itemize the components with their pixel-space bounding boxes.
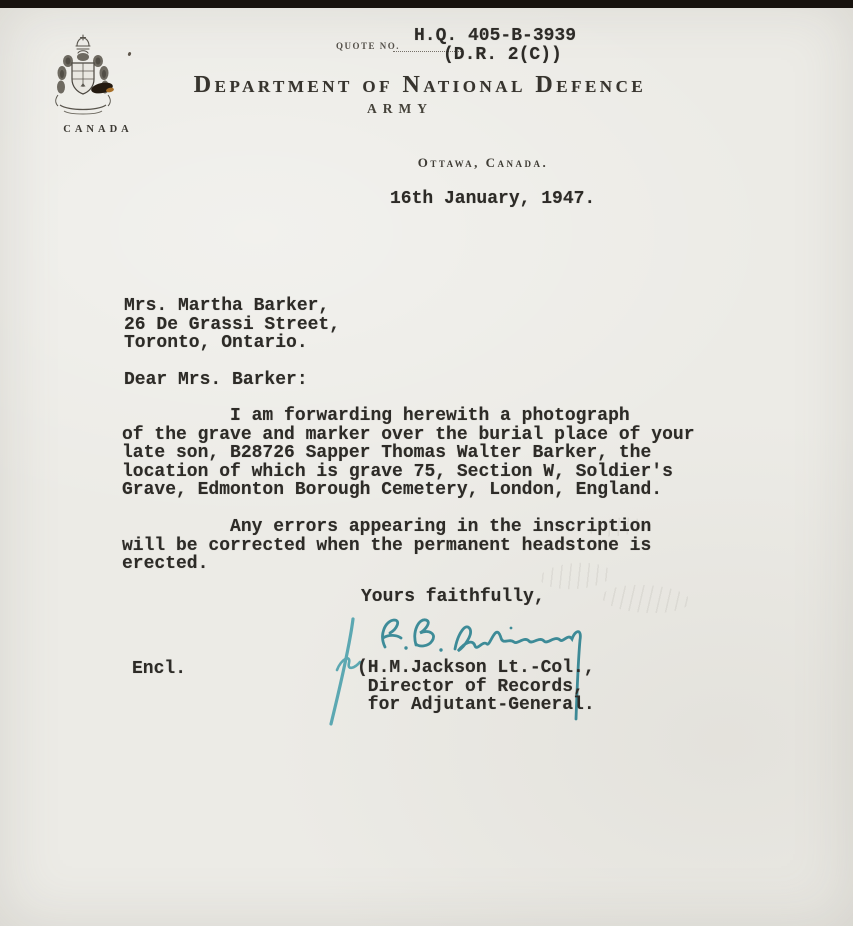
body-line: Any errors appearing in the inscription bbox=[122, 517, 652, 537]
quote-number-label: QUOTE NO. bbox=[336, 41, 401, 51]
recipient-line: 26 De Grassi Street, bbox=[124, 314, 341, 335]
file-number: H.Q. 405-B-3939 bbox=[414, 26, 577, 46]
signatory-line: Director of Records, bbox=[357, 676, 584, 697]
body-line: late son, B28726 Sapper Thomas Walter Barker, the bbox=[122, 443, 652, 464]
pencil-smudge bbox=[601, 583, 690, 616]
scan-edge-strip bbox=[0, 0, 853, 8]
signatory-block bbox=[357, 659, 595, 715]
valediction: Yours faithfully, bbox=[361, 587, 545, 607]
branch-title: ARMY bbox=[367, 101, 433, 116]
body-line: will be corrected when the permanent headstone is bbox=[122, 535, 652, 556]
body-line: location of which is grave 75, Section W, Soldier's bbox=[122, 461, 673, 482]
salutation: Dear Mrs. Barker: bbox=[124, 370, 308, 390]
date-line: 16th January, 1947. bbox=[390, 189, 596, 209]
crest-caption: CANADA bbox=[63, 124, 133, 135]
enclosure-note: Encl. bbox=[132, 659, 187, 679]
body-line: Grave, Edmonton Borough Cemetery, London, England. bbox=[122, 480, 663, 501]
body-line: of the grave and marker over the burial place of your bbox=[122, 424, 695, 445]
body-paragraph-1 bbox=[122, 407, 695, 500]
place-line: Ottawa, Canada. bbox=[417, 155, 549, 170]
signatory-line: (H.M.Jackson Lt.-Col., bbox=[357, 658, 595, 678]
recipient-line: Mrs. Martha Barker, bbox=[124, 296, 330, 316]
canada-coat-of-arms-icon bbox=[44, 33, 122, 125]
body-line: erected. bbox=[122, 554, 209, 575]
paper-speck bbox=[127, 52, 131, 57]
signatory-line: for Adjutant-General. bbox=[357, 695, 595, 716]
department-title: Department of National Defence bbox=[193, 72, 647, 98]
file-reference: (D.R. 2(C)) bbox=[443, 45, 562, 65]
recipient-address bbox=[124, 297, 340, 353]
recipient-line: Toronto, Ontario. bbox=[124, 333, 308, 354]
body-line: I am forwarding herewith a photograph bbox=[122, 406, 630, 426]
